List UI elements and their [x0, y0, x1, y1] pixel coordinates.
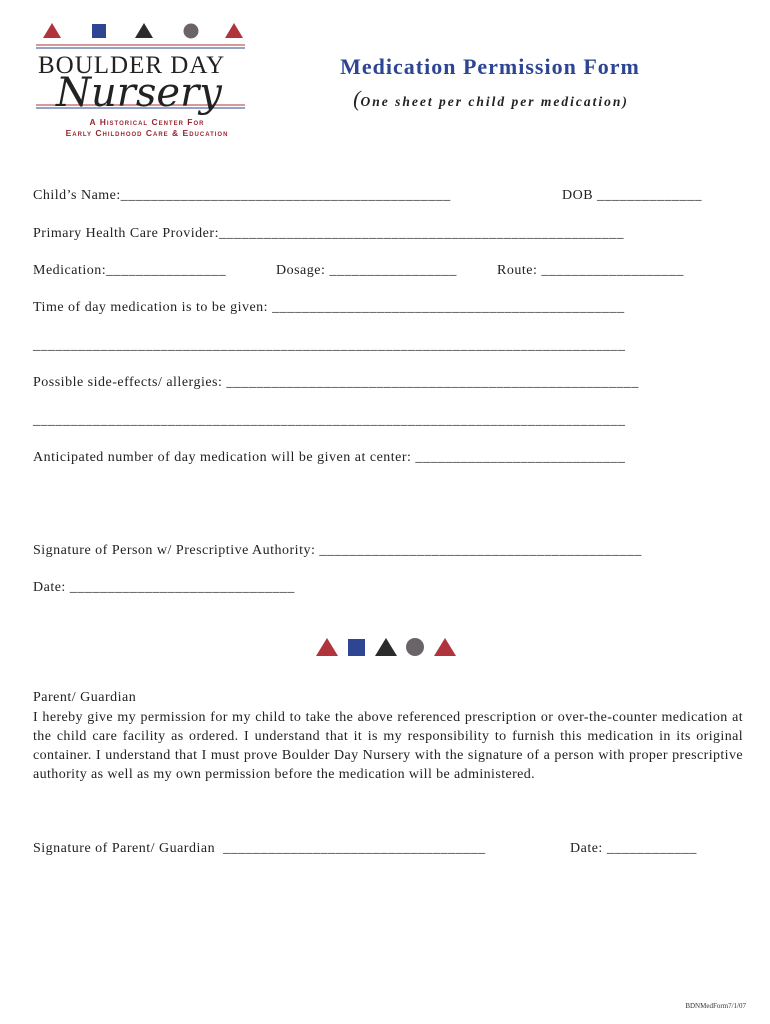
child-name-field[interactable]: Child’s Name:____________________________________________	[33, 188, 451, 203]
form-subtitle: (One sheet per child per medication)	[353, 86, 627, 111]
anticipated-days-field[interactable]: Anticipated number of day medication will be given at center: ____________________________	[33, 450, 626, 465]
logo-name-line2: Nursery	[56, 70, 222, 116]
primary-health-care-provider-field[interactable]: Primary Health Care Provider:______________________________________________________	[33, 226, 624, 241]
route-field[interactable]: Route: ___________________	[497, 263, 684, 278]
parent-guardian-heading: Parent/ Guardian	[33, 690, 137, 705]
form-title: Medication Permission Form	[340, 54, 640, 79]
prescriber-signature-field[interactable]: Signature of Person w/ Prescriptive Authority: ___________________________________________	[33, 543, 642, 558]
time-of-day-field[interactable]: Time of day medication is to be given: _______________________________________________	[33, 300, 625, 315]
consent-paragraph: I hereby give my permission for my child to take the above referenced prescription or over-the-counter medication at the child care facility as ordered. I understand that it is my responsibility to furnish this medication in its original container. I understand that I must prove Boulder Day Nursery with the signature of a person with proper prescriptive authority as well as my own permission before the medication will be administered.	[33, 710, 743, 782]
parent-date-field[interactable]: Date: ____________	[570, 841, 697, 856]
side-effects-continuation-line[interactable]: _______________________________________________________________________________	[33, 413, 626, 428]
side-effects-allergies-field[interactable]: Possible side-effects/ allergies: _______________________________________________________	[33, 375, 639, 390]
logo-tagline-line1: A Historical Center For	[89, 117, 205, 127]
dosage-field[interactable]: Dosage: _________________	[276, 263, 457, 278]
logo-tagline-line2: Early Childhood Care & Education	[65, 128, 229, 138]
logo-name-line1: BOULDER DAY	[38, 52, 226, 79]
decorative-shapes-icon	[314, 636, 460, 658]
form-code: BDNMedForm7/1/07	[685, 1002, 746, 1010]
medication-field[interactable]: Medication:________________	[33, 263, 227, 278]
time-of-day-continuation-line[interactable]: _______________________________________________________________________________	[33, 338, 626, 353]
form-subtitle-text: One sheet per child per medication	[360, 94, 623, 109]
parent-signature-field[interactable]: Signature of Parent/ Guardian ___________________________________	[33, 841, 486, 856]
prescriber-date-field[interactable]: Date: ______________________________	[33, 580, 295, 595]
boulder-day-nursery-logo	[28, 18, 253, 143]
dob-field[interactable]: DOB ______________	[562, 188, 703, 203]
